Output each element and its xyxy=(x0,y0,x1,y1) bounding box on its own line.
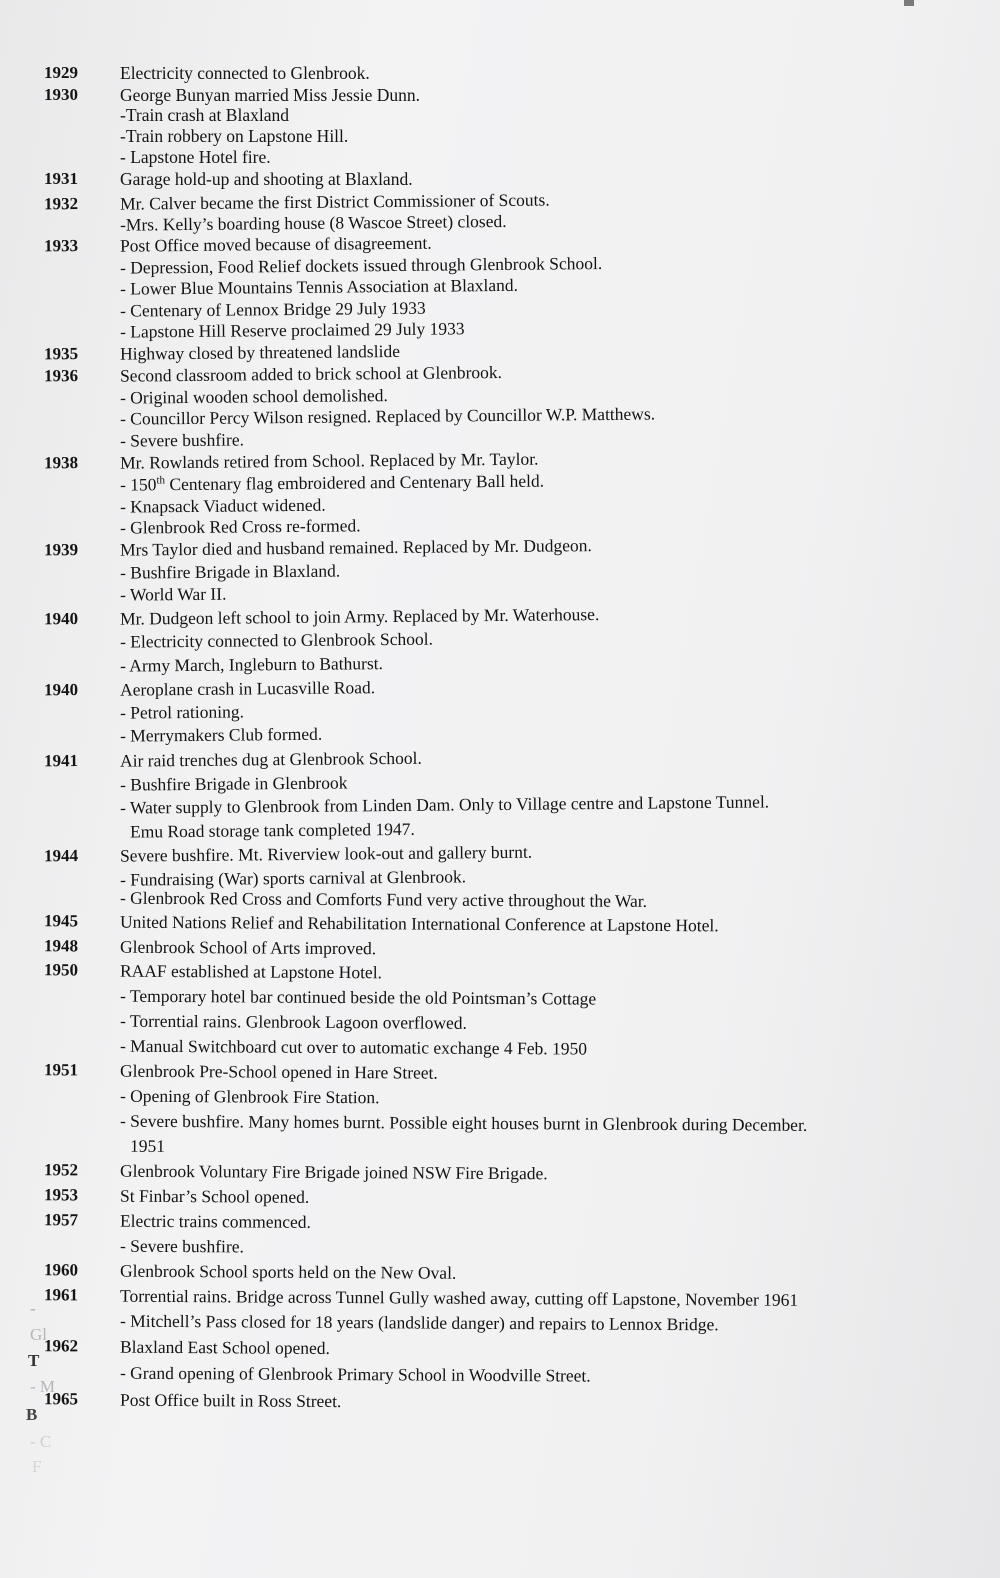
entry-year: 1935 xyxy=(43,344,79,364)
entry-text: - Glenbrook Red Cross and Comforts Fund very active throughout the War. xyxy=(119,887,648,911)
timeline-entry xyxy=(0,1084,1000,1112)
timeline-entry xyxy=(0,1184,1000,1212)
ghost-letter: B xyxy=(26,1405,38,1424)
entry-text: Mrs Taylor died and husband remained. Replaced by Mr. Dudgeon. xyxy=(119,535,592,560)
entry-year: 1936 xyxy=(43,366,79,386)
entry-text: Highway closed by threatened landslide xyxy=(119,340,401,364)
entry-year: 1957 xyxy=(43,1210,79,1230)
entry-text: George Bunyan married Miss Jessie Dunn. xyxy=(120,85,421,105)
timeline-entry xyxy=(0,1109,1000,1137)
entry-text: -Mrs. Kelly’s boarding house (8 Wascoe Street) closed. xyxy=(119,210,507,235)
entry-text: Emu Road storage tank completed 1947. xyxy=(129,818,415,842)
entry-text: - Electricity connected to Glenbrook School. xyxy=(119,628,434,652)
entry-text: Mr. Dudgeon left school to join Army. Replaced by Mr. Waterhouse. xyxy=(119,604,600,629)
ghost-letter: F xyxy=(32,1457,42,1476)
entry-text: - Army March, Ingleburn to Bathurst. xyxy=(119,653,384,676)
entry-year: 1933 xyxy=(43,236,79,256)
entry-text: Mr. Calver became the first District Commissioner of Scouts. xyxy=(119,189,550,214)
entry-text: Blaxland East School opened. xyxy=(119,1336,331,1358)
entry-year: 1965 xyxy=(43,1389,79,1409)
entry-year: 1953 xyxy=(43,1185,79,1205)
entry-text: -Train robbery on Lapstone Hill. xyxy=(120,126,349,146)
entry-year: 1932 xyxy=(43,194,79,214)
entry-text: Glenbrook Pre-School opened in Hare Street. xyxy=(119,1060,438,1083)
entry-text: - Torrential rains. Glenbrook Lagoon overflowed. xyxy=(119,1010,467,1033)
entry-year: 1931 xyxy=(44,169,78,188)
timeline-entry xyxy=(0,1034,1000,1062)
timeline-entry xyxy=(0,1234,1000,1262)
entry-text: Air raid trenches dug at Glenbrook School. xyxy=(119,747,422,771)
timeline-entry xyxy=(0,1284,1000,1312)
entry-year: 1940 xyxy=(43,609,79,629)
entry-text: United Nations Relief and Rehabilitation International Conference at Lapstone Hotel. xyxy=(119,911,719,936)
entry-text-part: Centenary flag embroidered and Centenary Ball held. xyxy=(164,470,545,495)
entry-text: - Depression, Food Relief dockets issued through Glenbrook School. xyxy=(119,253,603,278)
timeline-entry xyxy=(0,1335,1000,1363)
entry-year: 1962 xyxy=(43,1336,79,1356)
entry-year: 1960 xyxy=(43,1260,79,1280)
timeline-entry xyxy=(0,959,1000,987)
ghost-letter: - xyxy=(30,1299,36,1318)
timeline-entry xyxy=(0,84,1000,106)
entry-year: 1940 xyxy=(43,680,79,700)
entry-text: - Bushfire Brigade in Glenbrook xyxy=(119,772,348,795)
entry-text: Glenbrook School sports held on the New Oval. xyxy=(119,1260,457,1283)
timeline-entry xyxy=(0,910,1000,938)
timeline-entry xyxy=(0,1159,1000,1187)
entry-text: Garage hold-up and shooting at Blaxland. xyxy=(120,169,413,189)
timeline-entry xyxy=(0,886,1000,914)
entry-text: Mr. Rowlands retired from School. Replaced by Mr. Taylor. xyxy=(119,448,539,473)
ghost-letter: T xyxy=(28,1351,40,1370)
entry-text: - Councillor Percy Wilson resigned. Replaced by Councillor W.P. Matthews. xyxy=(119,403,656,429)
timeline-entry xyxy=(0,146,1000,168)
timeline-entry xyxy=(0,62,1000,84)
entry-text: Aeroplane crash in Lucasville Road. xyxy=(119,677,376,700)
entry-text: - World War II. xyxy=(119,583,227,605)
ghost-letter: - C xyxy=(30,1432,52,1451)
entry-text: - Temporary hotel bar continued beside the old Pointsman’s Cottage xyxy=(119,985,597,1009)
entry-text: - Severe bushfire. Many homes burnt. Possible eight houses burnt in Glenbrook during December. xyxy=(119,1110,808,1135)
entry-year: 1941 xyxy=(43,751,79,771)
entry-year: 1938 xyxy=(43,453,79,473)
ghost-letter: Gl xyxy=(30,1325,47,1344)
entry-year: 1945 xyxy=(43,911,79,931)
timeline-entry xyxy=(0,1209,1000,1237)
entry-text: Electricity connected to Glenbrook. xyxy=(120,63,370,83)
entry-text: - Bushfire Brigade in Blaxland. xyxy=(119,560,341,583)
entry-year: 1944 xyxy=(43,846,79,866)
timeline-entry xyxy=(0,104,1000,126)
timeline-entry xyxy=(0,1134,1000,1162)
timeline-entry xyxy=(0,1009,1000,1037)
page-corner-mark xyxy=(904,0,914,6)
entry-text: - Knapsack Viaduct widened. xyxy=(119,494,326,517)
ordinal-suffix: th xyxy=(156,474,166,487)
entry-text: - Lapstone Hill Reserve proclaimed 29 July 1933 xyxy=(119,318,465,342)
entry-text: -Train crash at Blaxland xyxy=(120,105,289,125)
entry-text: - Severe bushfire. xyxy=(119,429,245,451)
timeline-entry xyxy=(0,1388,1000,1416)
entry-year: 1951 xyxy=(43,1060,79,1080)
entry-text: - Original wooden school demolished. xyxy=(119,385,388,408)
entry-text: - Glenbrook Red Cross re-formed. xyxy=(119,515,361,538)
entry-text: Glenbrook Voluntary Fire Brigade joined NSW Fire Brigade. xyxy=(119,1160,548,1184)
entry-year: 1929 xyxy=(44,63,78,82)
entry-text: Second classroom added to brick school at Glenbrook. xyxy=(119,361,503,386)
entry-text: - Grand opening of Glenbrook Primary School in Woodville Street. xyxy=(119,1362,591,1386)
entry-text: - Centenary of Lennox Bridge 29 July 1933 xyxy=(119,297,426,321)
entry-text: - Lower Blue Mountains Tennis Association at Blaxland. xyxy=(119,274,519,299)
entry-text: Electric trains commenced. xyxy=(119,1210,312,1232)
entry-text: - Water supply to Glenbrook from Linden Dam. Only to Village centre and Lapstone Tunnel. xyxy=(119,791,770,818)
entry-text: - Merrymakers Club formed. xyxy=(119,723,323,746)
entry-text: - Fundraising (War) sports carnival at Glenbrook. xyxy=(119,866,467,890)
entry-text: 1951 xyxy=(129,1135,166,1156)
entry-year: 1950 xyxy=(43,960,79,980)
entry-text: - Petrol rationing. xyxy=(119,701,245,723)
timeline-entry xyxy=(0,984,1000,1012)
entry-text: Post Office built in Ross Street. xyxy=(119,1389,342,1412)
timeline-entry xyxy=(0,1059,1000,1087)
entry-text: RAAF established at Lapstone Hotel. xyxy=(119,960,383,983)
entry-text: - Severe bushfire. xyxy=(119,1235,244,1257)
entry-text: Glenbrook School of Arts improved. xyxy=(119,936,377,959)
entry-text: - Opening of Glenbrook Fire Station. xyxy=(119,1085,380,1108)
entry-text: - Manual Switchboard cut over to automatic exchange 4 Feb. 1950 xyxy=(119,1035,588,1059)
entry-year: 1952 xyxy=(43,1160,79,1180)
timeline-entry xyxy=(0,935,1000,963)
entry-year: 1930 xyxy=(44,85,78,104)
entry-text: Severe bushfire. Mt. Riverview look-out and gallery burnt. xyxy=(119,841,533,866)
entry-text: Post Office moved because of disagreement. xyxy=(119,232,432,256)
entry-year: 1961 xyxy=(43,1285,79,1305)
entry-year: 1948 xyxy=(43,936,79,956)
entry-text: - Mitchell’s Pass closed for 18 years (landslide danger) and repairs to Lennox Bridge. xyxy=(119,1310,719,1335)
timeline-entry xyxy=(0,1361,1000,1389)
entry-text: St Finbar’s School opened. xyxy=(119,1185,310,1207)
ghost-letter: - M xyxy=(30,1377,56,1396)
entry-text: - Lapstone Hotel fire. xyxy=(120,147,271,167)
timeline-entry xyxy=(0,1309,1000,1337)
entry-year: 1939 xyxy=(43,540,79,560)
timeline-entry xyxy=(0,125,1000,147)
entry-text: Torrential rains. Bridge across Tunnel Gully washed away, cutting off Lapstone, November 1961 xyxy=(119,1285,799,1310)
entry-text-part: - 150 xyxy=(119,474,157,495)
timeline-entry xyxy=(0,1259,1000,1287)
